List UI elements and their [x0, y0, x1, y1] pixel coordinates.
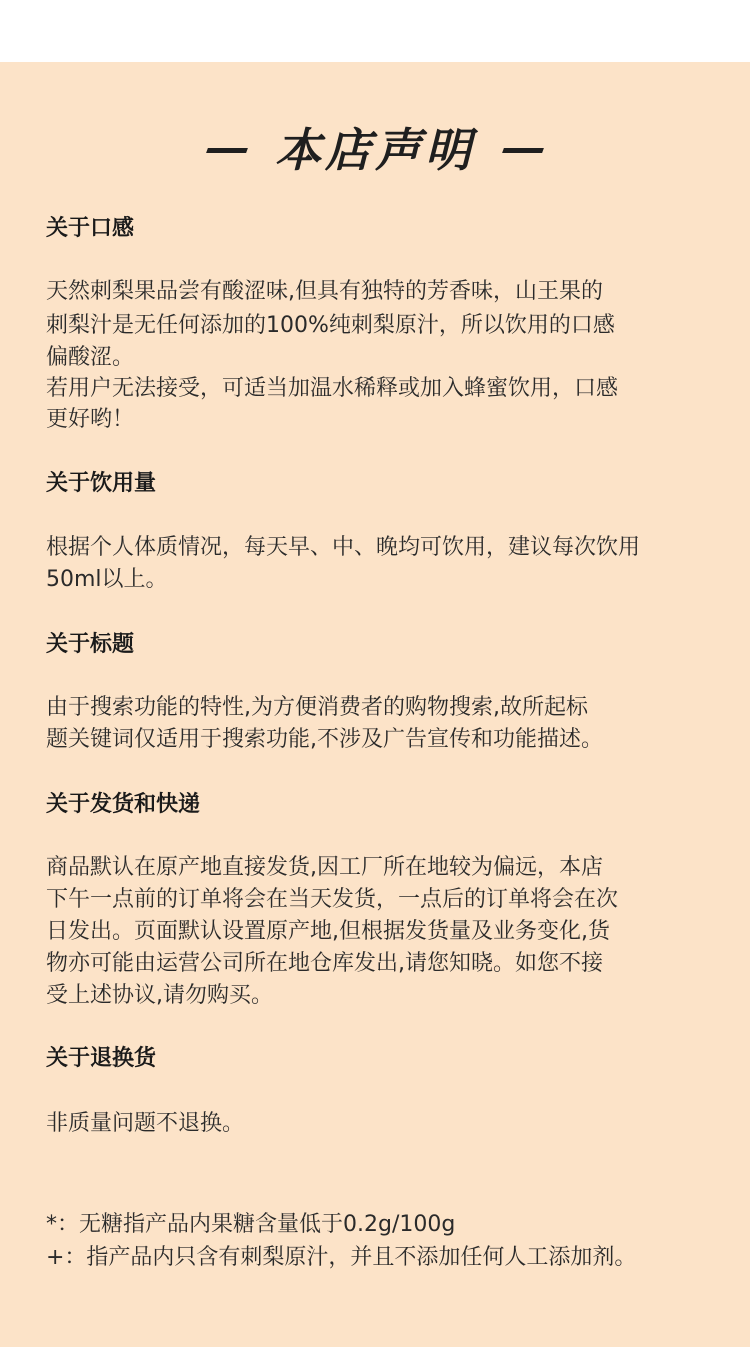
- section-heading-dosage: 关于饮用量: [46, 471, 157, 496]
- title-dash-left: [206, 148, 248, 153]
- paragraph-line: 受上述协议,请勿购买。: [46, 983, 273, 1008]
- paragraph-line: 由于搜索功能的特性,为方便消费者的购物搜索,故所起标: [46, 695, 588, 720]
- page-title: 本店声明: [275, 123, 475, 177]
- paragraph-line: 若用户无法接受，可适当加温水稀释或加入蜂蜜饮用，口感: [46, 376, 619, 401]
- paragraph-line: 刺梨汁是无任何添加的100%纯刺梨原汁，所以饮用的口感: [46, 313, 615, 338]
- paragraph-line: 更好哟！: [46, 407, 135, 432]
- paragraph-line: 天然刺梨果品尝有酸涩味,但具有独特的芳香味，山王果的: [46, 279, 603, 304]
- section-heading-title: 关于标题: [46, 632, 135, 657]
- paragraph-line: 非质量问题不退换。: [46, 1111, 245, 1136]
- title-row: [0, 118, 750, 182]
- statement-panel: [0, 62, 750, 1347]
- paragraph-line: 根据个人体质情况，每天早、中、晚均可饮用，建议每次饮用: [46, 535, 641, 560]
- paragraph-line: 题关键词仅适用于搜索功能,不涉及广告宣传和功能描述。: [46, 727, 603, 752]
- section-heading-returns: 关于退换货: [46, 1046, 157, 1071]
- footnote-sugar-free: *：无糖指产品内果糖含量低于0.2g/100g: [46, 1212, 456, 1237]
- paragraph-line: 物亦可能由运营公司所在地仓库发出,请您知晓。如您不接: [46, 951, 603, 976]
- paragraph-line: 偏酸涩。: [46, 345, 135, 370]
- top-margin: [0, 0, 750, 62]
- paragraph-line: 下午一点前的订单将会在当天发货，一点后的订单将会在次: [46, 887, 619, 912]
- paragraph-line: 50ml以上。: [46, 567, 168, 592]
- section-heading-taste: 关于口感: [46, 216, 135, 241]
- title-dash-right: [502, 148, 544, 153]
- section-heading-shipping: 关于发货和快递: [46, 792, 201, 817]
- footnote-pure-juice: +：指产品内只含有刺梨原汁，并且不添加任何人工添加剂。: [46, 1245, 637, 1270]
- paragraph-line: 日发出。页面默认设置原产地,但根据发货量及业务变化,货: [46, 919, 610, 944]
- paragraph-line: 商品默认在原产地直接发货,因工厂所在地较为偏远，本店: [46, 855, 603, 880]
